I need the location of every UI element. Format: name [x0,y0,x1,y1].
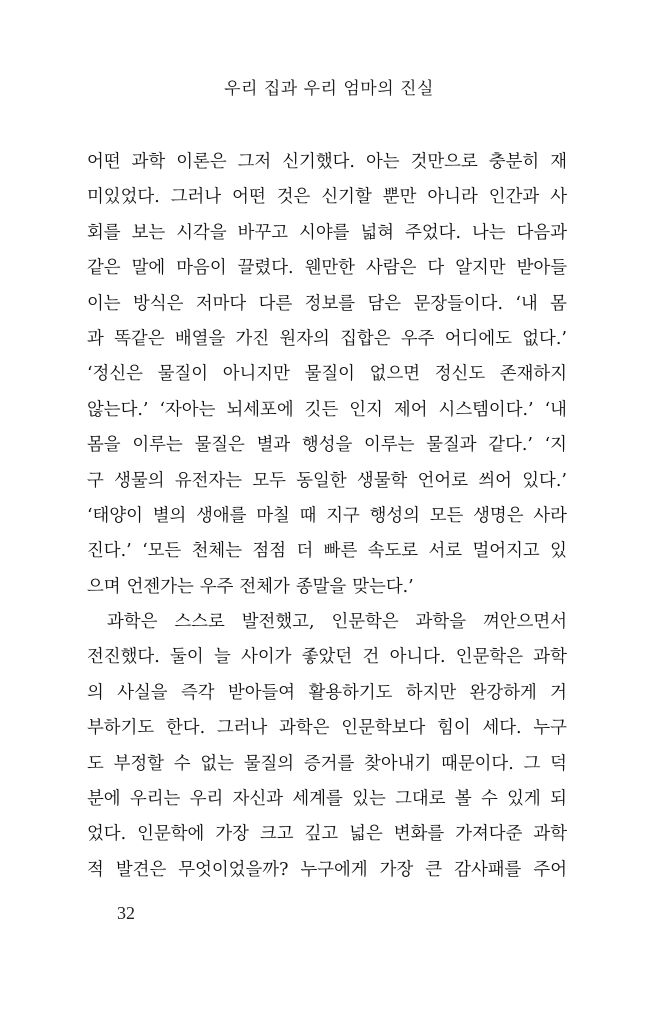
word: 생물학 [356,470,408,491]
word: 인문학보다 [341,718,426,739]
word: 가장 [215,824,249,845]
word: 별과 [256,435,291,456]
text-line [87,145,567,180]
word: 자신과 [232,789,284,810]
word: 종말을 [295,576,347,597]
text-line [87,251,567,286]
word: 어떤 [87,152,121,172]
word: 있다.’ [522,470,567,491]
word: 넓혀 [360,222,395,243]
word: 행성의 [369,505,420,526]
word: 물질이 [157,364,209,385]
word: 다른 [258,293,293,314]
word: 뇌세포에 [226,399,294,420]
word: 큰 [425,859,443,880]
word: 동일한 [296,470,347,491]
word: 아니라 [427,187,478,208]
word: 정신도 [434,364,486,385]
word: 마음이 [176,258,227,279]
word: 받아들 [516,258,567,279]
word: 좋았던 [301,647,353,668]
word: 우리 [189,789,224,810]
word: 전진했다. [87,647,160,668]
text-line [87,640,567,675]
word: 사실을 [117,682,168,703]
word: 었다. [87,824,127,845]
word: 언젠가는 [126,576,194,597]
word: 맞는다.’ [352,576,414,597]
word: 알지만 [455,258,506,279]
text-line [87,322,567,357]
word: 끌렸다. [237,258,294,279]
word: 누구 [533,718,567,739]
word: 하지만 [405,682,457,703]
word: 시스템이다.’ [438,399,534,420]
text-line [87,534,567,569]
word: 발전했고, [241,612,315,633]
word: 즉각 [180,682,215,703]
word: 있는 [352,789,386,810]
word: 것만으로 [410,152,478,172]
word: 인지 [349,399,383,420]
word: 사 [550,187,567,208]
text-line [87,747,567,782]
word: 우주 [400,328,435,349]
word: 생물의 [114,470,165,491]
word: 물질이 [304,364,355,385]
word: 그러나 [216,718,268,739]
word: 이루는 [364,435,415,456]
word: 생애를 [196,505,247,526]
word: 모두 [252,470,286,491]
word: 그 [523,753,541,774]
word: 부하기도 [87,718,155,739]
text-line [87,605,567,640]
word: 그러나 [170,187,222,208]
text-line [87,393,567,428]
word: 속도로 [367,541,419,562]
word: 덕 [550,753,567,774]
word: 똑같은 [114,328,165,349]
word: 집합은 [340,328,391,349]
word: 사람은 [365,258,417,279]
word: 전체가 [239,576,290,597]
word: ‘모든 [142,541,182,562]
word: ‘내 [544,399,567,420]
word: ‘자아는 [159,399,216,420]
text-line [87,464,567,499]
word: 되 [550,789,567,810]
word: 씌어 [478,470,512,491]
word: 으며 [87,576,121,597]
word: 인문학에 [137,824,205,845]
text-line [87,180,567,215]
text-line [87,499,567,534]
word: 도 [87,753,104,774]
word: 빠른 [323,541,358,562]
text-line [87,853,567,888]
word: 적 [87,859,104,880]
word: 건 [362,647,380,668]
word: 재 [550,152,567,172]
word: 존재하지 [499,364,567,385]
word: 감사패를 [454,859,522,880]
word: 유전자는 [174,470,243,491]
word: 물질은 [194,435,245,456]
word: 문장들이다. [413,293,504,314]
word: 배열을 [174,328,226,349]
word: 주어 [533,859,567,880]
word: 시각을 [176,222,227,243]
word: 받아들여 [227,682,296,703]
word: 수 [173,753,191,774]
word: 없으면 [369,364,421,385]
word: 바꾸고 [237,222,289,243]
word: 분에 [87,789,121,810]
word: 있게 [507,789,541,810]
word: 물질의 [243,753,295,774]
word: 보는 [131,222,166,243]
word: ‘태양이 [87,505,143,526]
word: 없는 [200,753,234,774]
word: 어디에도 [444,328,512,349]
word: 과학 [131,152,166,172]
word: 변화를 [393,824,445,845]
word: 스스로 [174,612,225,633]
word: 무엇이었을까? [178,859,289,880]
word: 의 [87,682,104,703]
word: 깃든 [304,399,339,420]
word: ‘지 [544,435,567,456]
word: 때 [299,505,317,526]
word: 과학 [533,647,567,668]
word: 시야를 [299,222,350,243]
word: 충분히 [488,152,540,172]
text-line [87,570,567,605]
word: 같다.’ [488,435,533,456]
word: 둘이 [170,647,204,668]
word: 세다. [482,718,522,739]
word: 원자의 [279,328,330,349]
word: 것은 [276,187,311,208]
word: 같은 [87,258,121,279]
word: 넓은 [349,824,383,845]
text-line [87,287,567,322]
word: 더 [296,541,314,562]
word: 이루는 [132,435,183,456]
word: 아니지만 [222,364,290,385]
word: 멀어지고 [472,541,540,562]
word: 부정할 [113,753,164,774]
word: 가져다준 [455,824,523,845]
word: 행성을 [301,435,353,456]
word: 천체는 [191,541,243,562]
word: 신기할 [321,187,372,208]
word: 생명은 [473,505,524,526]
word: 몸을 [87,435,121,456]
word: 누구에게 [300,859,368,880]
word: 웬만한 [304,258,355,279]
word: 사이가 [241,647,292,668]
word: 가장 [379,859,414,880]
word: 어떤 [232,187,266,208]
text-line [87,676,567,711]
running-header: 우리 집과 우리 엄마의 진실 [224,79,434,99]
text-line [87,711,567,746]
word: 수 [481,789,498,810]
word: 않는다.’ [87,399,149,420]
word: 가진 [235,328,270,349]
word: 과학은 [279,718,330,739]
word: 찾아내기 [364,753,432,774]
word: 그대로 [395,789,446,810]
word: 미있었다. [87,187,160,208]
word: 물질과 [426,435,477,456]
word: 있 [550,541,567,562]
word: 사라 [533,505,567,526]
word: 담은 [367,293,402,314]
word: 증거를 [303,753,355,774]
word: 아니다. [389,647,446,668]
word: 발견은 [115,859,167,880]
word: 없다.’ [522,328,567,349]
text-line [87,216,567,251]
word: 우주 [199,576,234,597]
word: 구 [87,470,104,491]
text-line [87,817,567,852]
word: 다음과 [516,222,567,243]
word: 신기했다. [282,152,355,172]
word: 다 [427,258,445,279]
word: 과학을 [415,612,467,633]
word: 정보를 [304,293,356,314]
word: 활용하기도 [308,682,393,703]
word: 깊고 [304,824,339,845]
word: 아는 [365,152,400,172]
word: 그저 [237,152,272,172]
word: 나는 [471,222,506,243]
word: 인간과 [488,187,540,208]
word: 모든 [429,505,464,526]
word: 우리는 [129,789,181,810]
word: 완강하게 [469,682,537,703]
word: 껴안으면서 [483,612,567,633]
word: 마칠 [256,505,290,526]
text-line [87,782,567,817]
word: 진다.’ [87,541,132,562]
word: 과학은 [107,612,158,633]
text-line [87,357,567,392]
word: 이는 [87,293,121,314]
word: 늘 [213,647,231,668]
word: 저마다 [195,293,247,314]
word: 점점 [252,541,287,562]
word: 볼 [454,789,472,810]
word: 언어로 [417,470,469,491]
word: 회를 [87,222,121,243]
word: 힘이 [437,718,471,739]
word: 과학 [533,824,567,845]
word: 크고 [259,824,294,845]
word: 거 [550,682,567,703]
word: 인문학은 [331,612,399,633]
word: 때문이다. [441,753,514,774]
word: 뿐만 [382,187,417,208]
word: 과 [87,328,104,349]
word: 세계를 [292,789,343,810]
word: 몸 [550,293,567,314]
word: ‘내 [515,293,538,314]
text-line [87,428,567,463]
word: 한다. [165,718,206,739]
word: 제어 [393,399,428,420]
word: 인문학은 [455,647,523,668]
body-text [87,145,567,888]
word: 주었다. [405,222,461,243]
page-number: 32 [117,903,135,923]
word: 서로 [428,541,463,562]
word: 방식은 [133,293,184,314]
word: 지구 [326,505,360,526]
word: 말에 [131,258,166,279]
word: 이론은 [176,152,227,172]
word: ‘정신은 [87,364,143,385]
word: 별의 [152,505,187,526]
